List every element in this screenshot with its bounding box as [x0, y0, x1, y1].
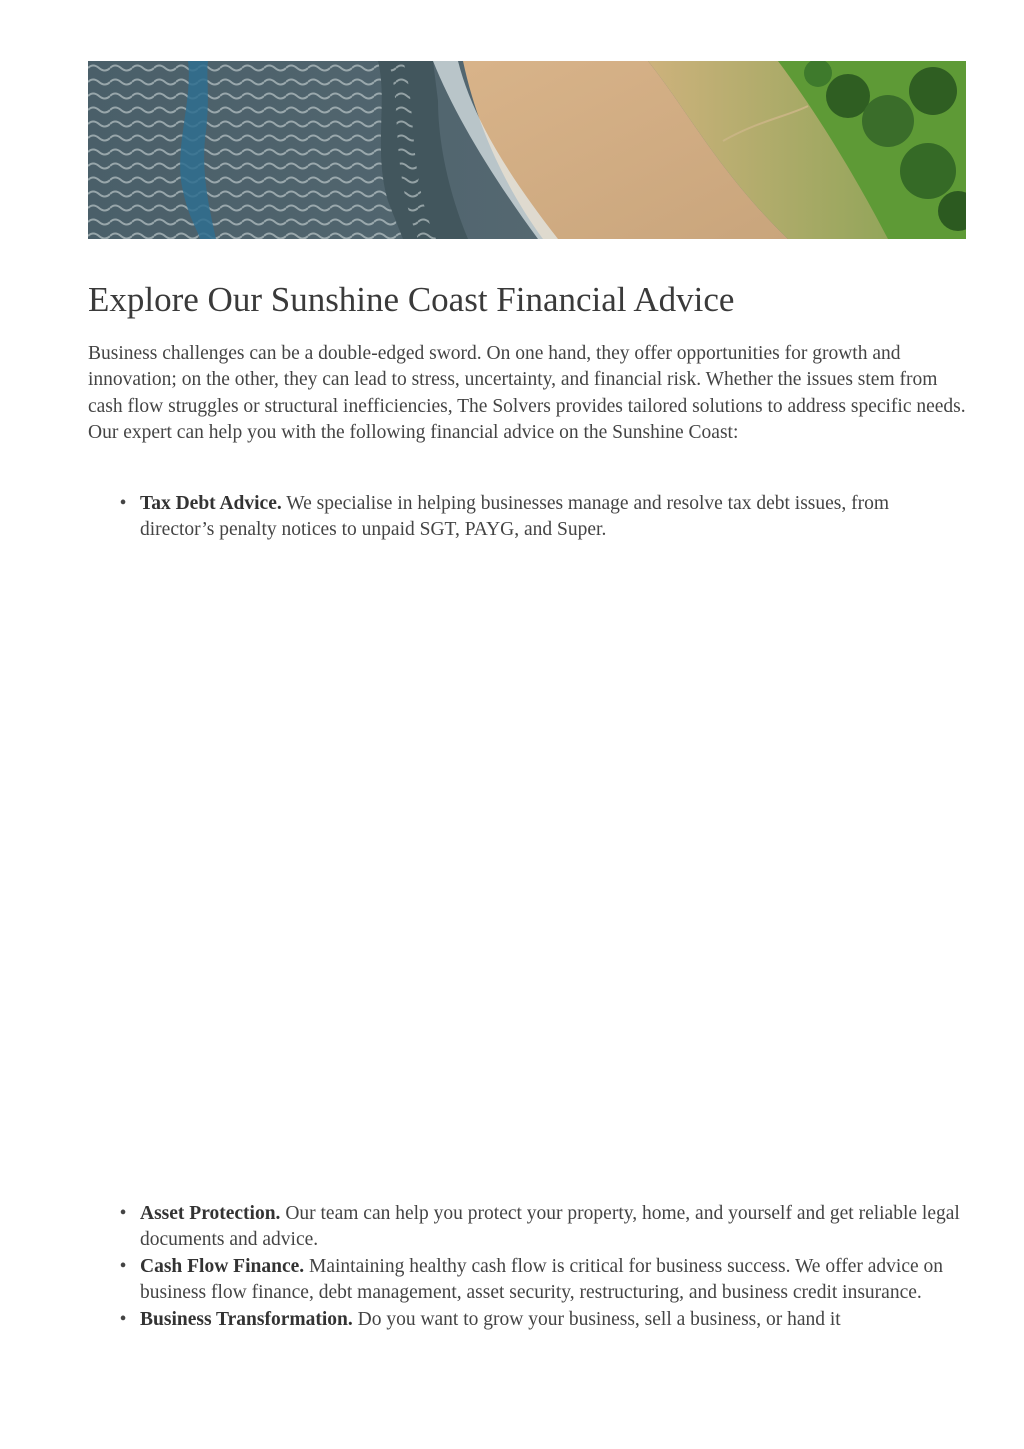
bullet-icon: • [119, 1308, 127, 1330]
service-text: Maintaining healthy cash flow is critical for business success. We offer advice on business flow finance, debt management, asset security, restructuring, and business credit insurance. [140, 1255, 944, 1304]
intro-paragraph: Business challenges can be a double-edged sword. On one hand, they offer opportunities for growth and innovation; on the other, they can lead to stress, uncertainty, and financial risk. Whether the issues stem from cash flow struggles or structural inefficiencies, The Solvers provides tailored solutions to address specific needs. Our expert can help you with the following financial advice on the Sunshine Coast: [88, 343, 966, 444]
hero-image [88, 61, 966, 239]
service-title: Tax Debt Advice. [140, 493, 282, 514]
list-item [88, 1254, 968, 1307]
page-title: Explore Our Sunshine Coast Financial Advice [88, 280, 735, 319]
list-item [88, 1201, 968, 1254]
services-list-top [88, 491, 968, 544]
list-item [88, 491, 968, 544]
bullet-icon: • [119, 1255, 127, 1277]
service-text: Our team can help you protect your property, home, and yourself and get reliable legal documents and advice. [140, 1203, 960, 1251]
service-text: Do you want to grow your business, sell a business, or hand it [352, 1308, 841, 1330]
service-title: Business Transformation. [140, 1308, 353, 1330]
services-list-bottom [88, 1201, 968, 1333]
list-item [88, 1307, 968, 1333]
bullet-icon: • [119, 1203, 127, 1224]
service-text: We specialise in helping businesses manage and resolve tax debt issues, from director’s penalty notices to unpaid SGT, PAYG, and Super. [140, 493, 890, 541]
service-title: Asset Protection. [140, 1203, 281, 1224]
beach-aerial-image [88, 61, 966, 239]
service-title: Cash Flow Finance. [140, 1255, 305, 1277]
bullet-icon: • [119, 493, 127, 514]
